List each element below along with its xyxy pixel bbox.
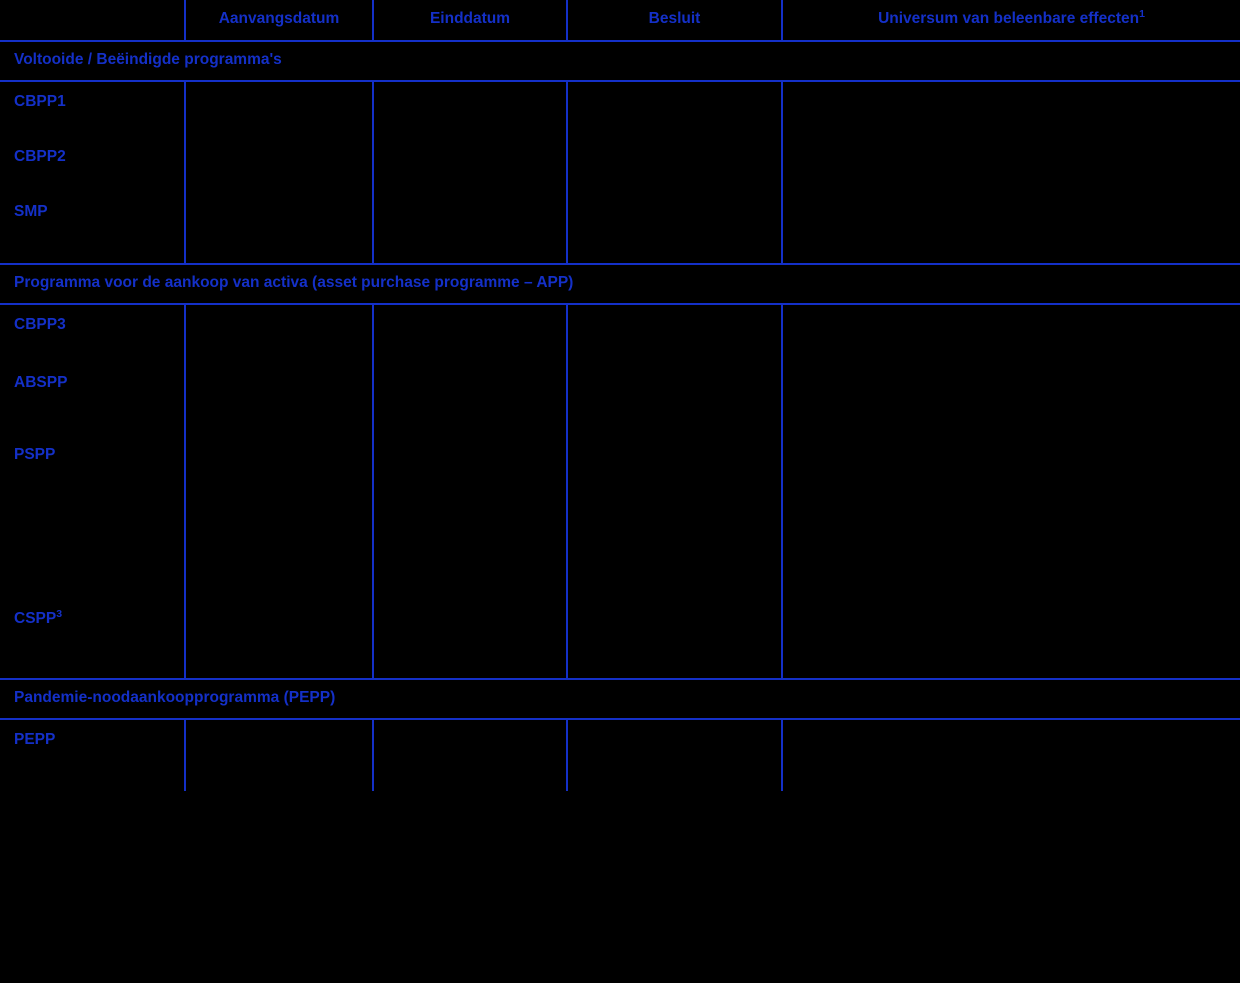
cell-decision [567,304,782,346]
table-row [0,403,1240,476]
table-row [0,304,1240,346]
row-label-cspp-text: CSPP [14,610,57,628]
table-row [0,476,1240,679]
cell-universe [782,346,1240,404]
cell-start-date [185,304,373,346]
column-header-decision: Besluit [567,0,782,41]
cell-end-date [373,346,567,404]
cell-universe [782,719,1240,791]
header-row [0,0,1240,41]
section-title: Voltooide / Beëindigde programma's [0,41,1240,81]
section-header-completed [0,41,1240,81]
cell-decision [567,346,782,404]
cell-universe [782,476,1240,679]
cell-decision [567,476,782,679]
row-label-cspp-footnote: 3 [56,608,63,621]
section-title: Programma voor de aankoop van activa (asset purchase programme – APP) [0,264,1240,304]
cell-start-date [185,403,373,476]
row-label-pspp: PSPP [14,446,56,464]
column-header-universe-footnote: 1 [1139,7,1145,20]
table-row [0,178,1240,264]
cell-start-date [185,719,373,791]
row-label-cspp [0,476,185,679]
table-row [0,123,1240,178]
column-header-start-date: Aanvangsdatum [185,0,373,41]
table-row [0,81,1240,123]
row-label-cbpp3: CBPP3 [14,315,66,333]
cell-decision [567,719,782,791]
cell-start-date [185,81,373,123]
table-header [0,0,1240,41]
cell-universe [782,81,1240,123]
cell-end-date [373,403,567,476]
cell-universe [782,178,1240,264]
table-row [0,719,1240,791]
row-label-cbpp2: CBPP2 [14,147,66,165]
cell-end-date [373,719,567,791]
cell-end-date [373,123,567,178]
row-label-cbpp1: CBPP1 [14,92,66,110]
cell-start-date [185,123,373,178]
cell-decision [567,123,782,178]
cell-start-date [185,178,373,264]
cell-end-date [373,304,567,346]
column-header-universe-label: Universum van beleenbare effecten [878,10,1140,27]
cell-decision [567,81,782,123]
section-header-pepp [0,679,1240,719]
cell-end-date [373,476,567,679]
cell-universe [782,304,1240,346]
section-header-app [0,264,1240,304]
cell-end-date [373,178,567,264]
section-title: Pandemie-noodaankoopprogramma (PEPP) [0,679,1240,719]
cell-decision [567,403,782,476]
cell-start-date [185,346,373,404]
table-body [0,41,1240,791]
row-label-smp: SMP [14,202,48,220]
cell-start-date [185,476,373,679]
row-label-abspp: ABSPP [14,373,68,391]
table-row [0,346,1240,404]
cell-universe [782,403,1240,476]
cell-universe [782,123,1240,178]
row-label-pepp: PEPP [14,731,56,749]
cell-decision [567,178,782,264]
cell-end-date [373,81,567,123]
column-header-universe [782,0,1240,41]
column-header-name [0,0,185,41]
column-header-end-date: Einddatum [373,0,567,41]
